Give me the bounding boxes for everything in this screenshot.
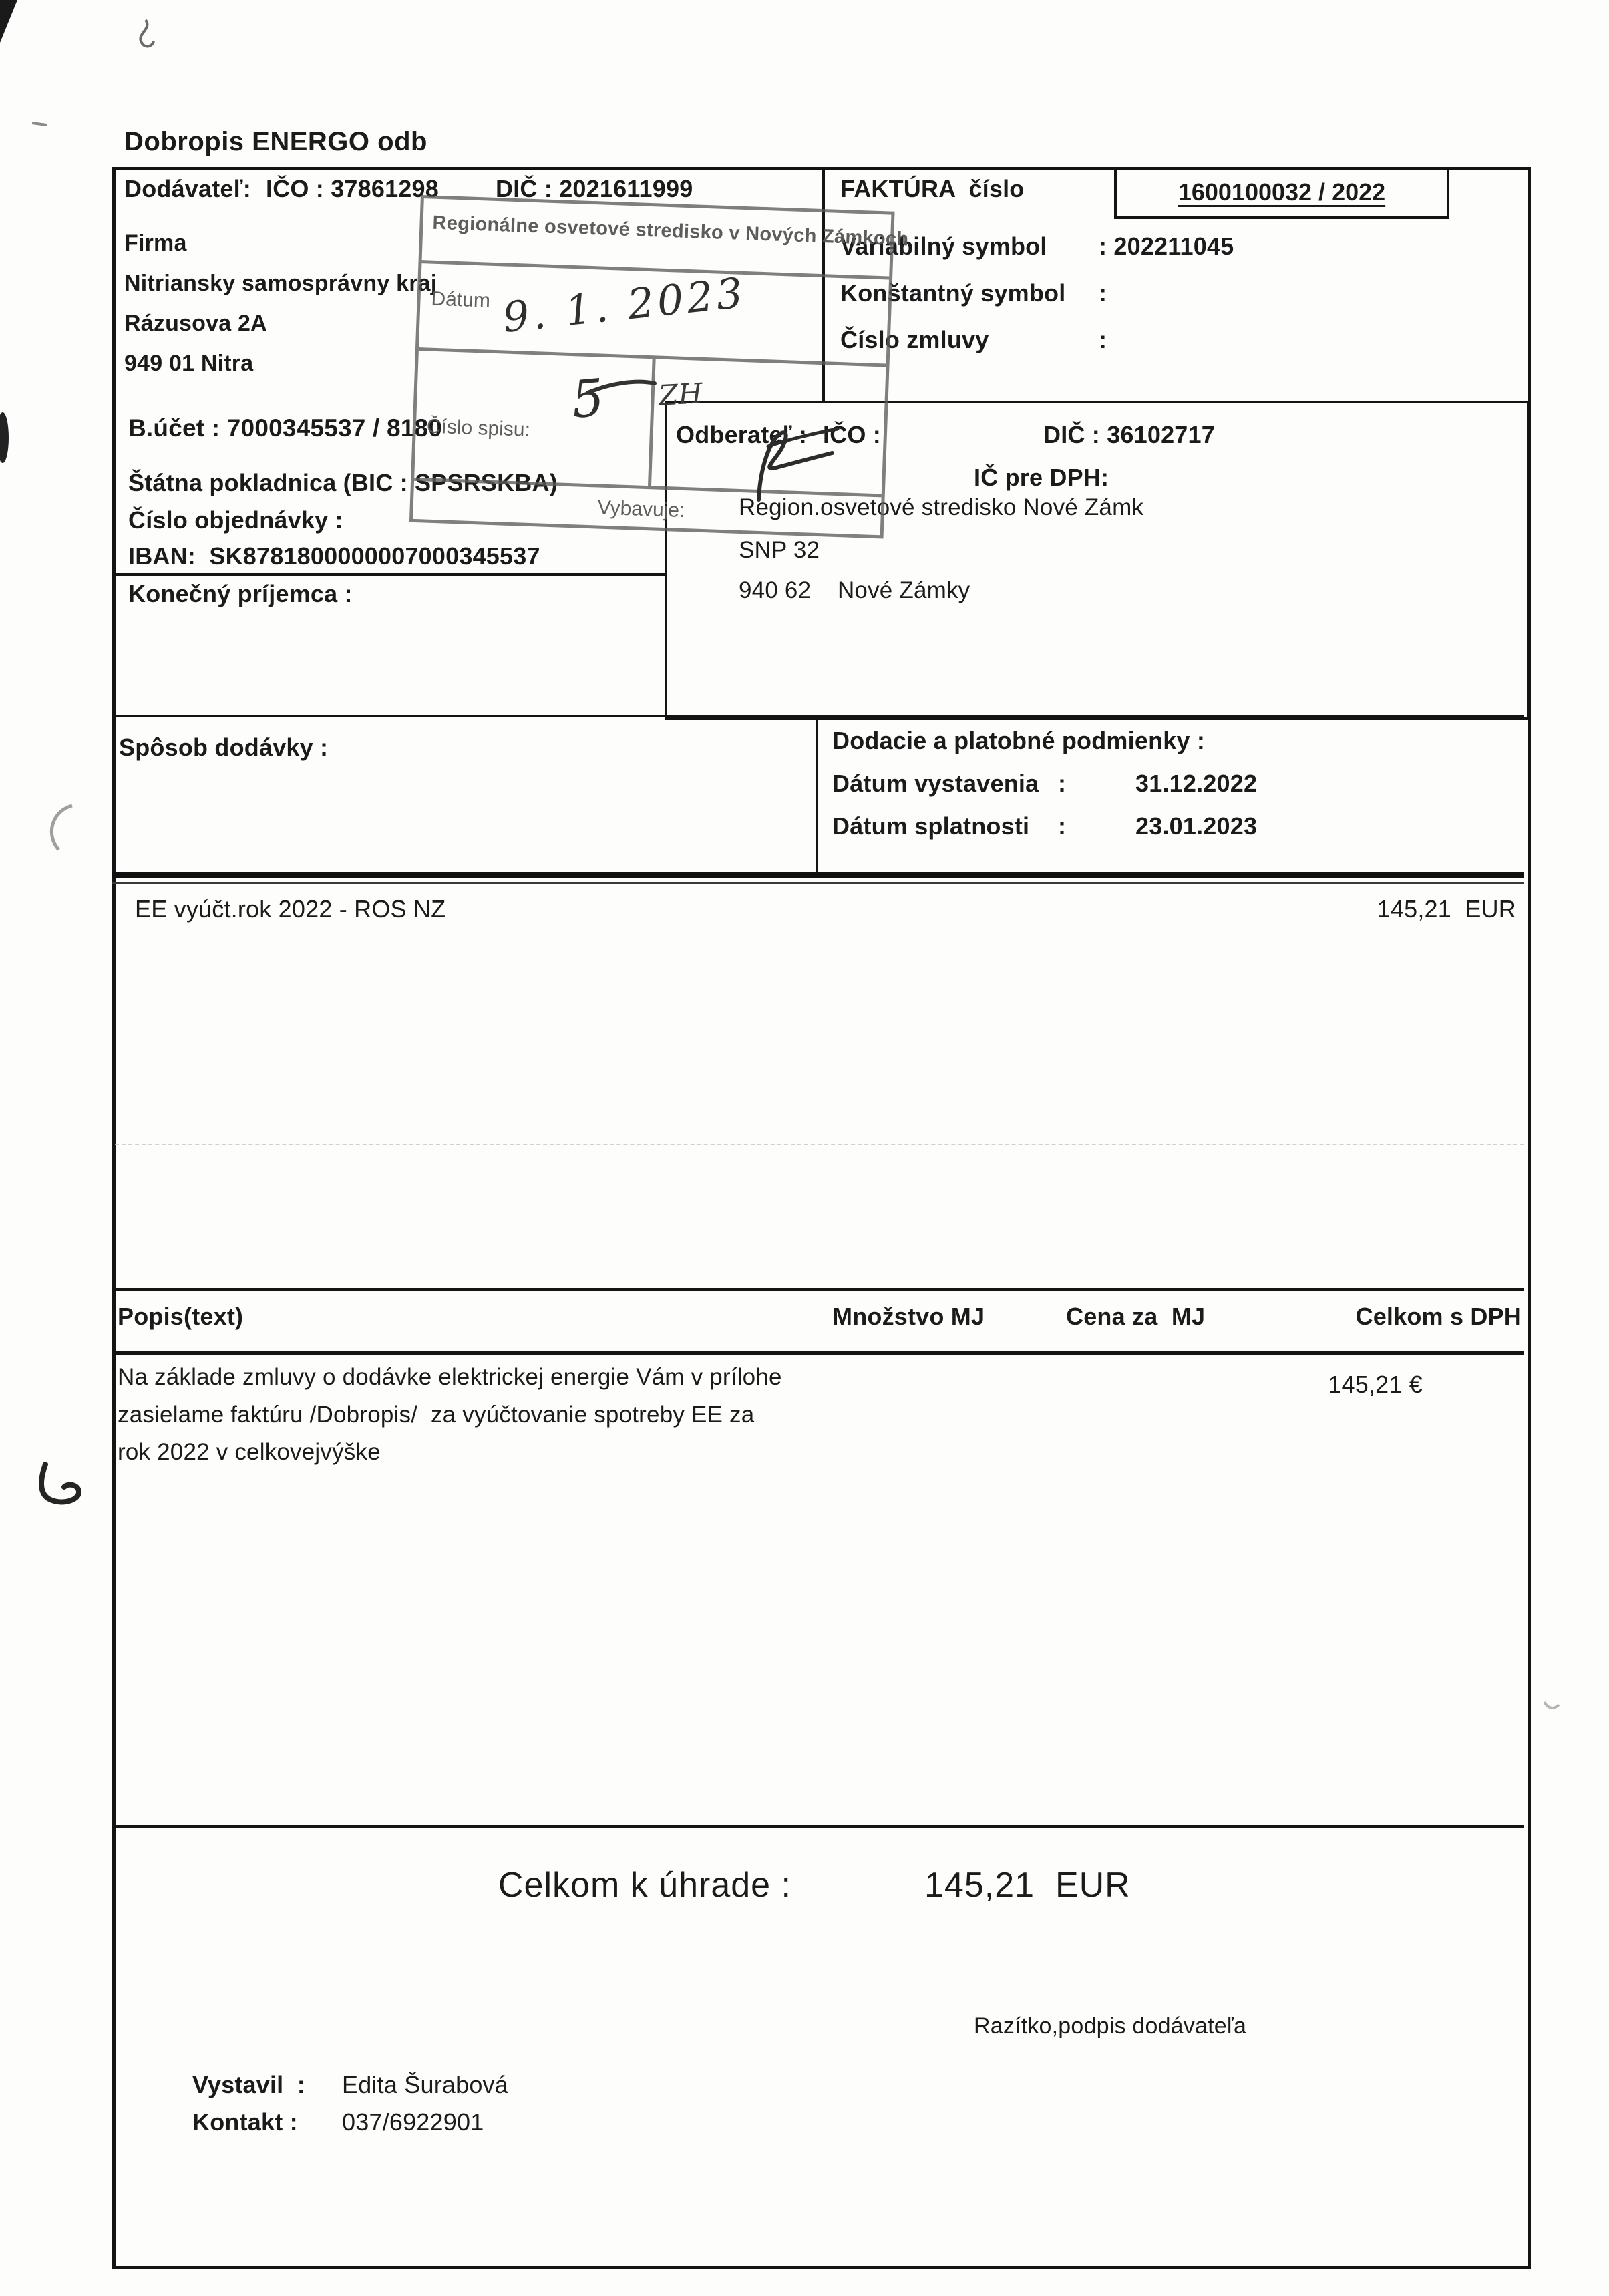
faint-fold-line — [115, 1144, 1524, 1145]
faint-arc-mark — [51, 806, 72, 850]
issue-date-label: Dátum vystavenia — [832, 770, 1039, 797]
customer-ico-label: IČO : — [823, 421, 881, 448]
bank-account: B.účet : 7000345537 / 8180 — [128, 414, 443, 442]
issue-date-colon: : — [1058, 770, 1067, 797]
customer-street: SNP 32 — [739, 537, 820, 563]
order-number-label: Číslo objednávky : — [128, 506, 343, 534]
received-rubber-stamp — [409, 195, 909, 538]
contact-value: 037/6922901 — [342, 2108, 484, 2136]
supplier-label: Dodávateľ: — [124, 175, 251, 202]
scanner-edge-mark — [0, 0, 17, 43]
item-description-line: rok 2022 v celkovejvýške — [118, 1439, 381, 1465]
invoice-number-label: FAKTÚRA číslo — [840, 175, 1025, 202]
table-header-bottom-line — [112, 1351, 1524, 1355]
issued-by-label: Vystavil : — [192, 2071, 305, 2098]
item-description-line: zasielame faktúru /Dobropis/ za vyúčtovanie spotreby EE za — [118, 1402, 755, 1428]
total-label: Celkom k úhrade : — [498, 1866, 791, 1905]
charge-amount: 145,21 EUR — [1377, 895, 1516, 923]
column-header-quantity: Množstvo MJ — [832, 1303, 985, 1330]
faint-check-mark — [1544, 1702, 1559, 1708]
stamp-signature-label: Razítko,podpis dodávateľa — [974, 2013, 1247, 2039]
contact-label: Kontakt : — [192, 2108, 298, 2136]
variable-symbol-value: : 202211045 — [1099, 232, 1234, 260]
section-rule-thin — [112, 882, 1524, 884]
customer-vat-label: IČ pre DPH: — [974, 464, 1109, 491]
charge-description: EE vyúčt.rok 2022 - ROS NZ — [135, 895, 446, 923]
stamp-file-label: Číslo spisu: — [426, 415, 531, 441]
section-rule-thick — [112, 872, 1524, 878]
handwritten-date: 9. 1. 2023 — [500, 268, 749, 342]
supplier-dic: DIČ : 2021611999 — [496, 175, 693, 202]
constant-symbol-value: : — [1099, 279, 1107, 307]
issue-date-value: 31.12.2022 — [1135, 770, 1258, 797]
supplier-ico: IČO : 37861298 — [266, 175, 439, 202]
iban-line: IBAN: SK8781800000007000345537 — [128, 542, 540, 570]
stamp-organization: Regionálne osvetové stredisko v Nových Zámkoch — [431, 212, 909, 251]
invoice-number: 1600100032 / 2022 — [1178, 178, 1386, 206]
invoice-number-box — [1114, 167, 1449, 219]
variable-symbol-label: Variabilný symbol — [840, 232, 1047, 260]
handwritten-file-number: 5 — [569, 367, 607, 430]
small-dash-mark — [32, 123, 47, 125]
stamp-handler-label: Vybavuje: — [597, 496, 685, 522]
item-total: 145,21 € — [1328, 1371, 1423, 1398]
pen-mark-left-margin — [41, 1464, 79, 1502]
stamp-date-label: Dátum — [431, 287, 491, 312]
supplier-address-line: Nitriansky samosprávny kraj — [124, 271, 437, 296]
page-title: Dobropis ENERGO odb — [124, 127, 427, 156]
stamp-inner-divider — [648, 359, 656, 486]
customer-dic: DIČ : 36102717 — [1043, 421, 1215, 448]
due-date-label: Dátum splatnosti — [832, 812, 1030, 840]
pen-squiggle-top — [140, 20, 154, 47]
total-amount: 145,21 EUR — [924, 1866, 1131, 1905]
issued-by-value: Edita Šurabová — [342, 2071, 508, 2098]
column-header-total: Celkom s DPH — [1355, 1303, 1522, 1330]
iban-underline — [112, 573, 666, 576]
terms-vertical-divider — [816, 715, 818, 875]
constant-symbol-label: Konštantný symbol — [840, 279, 1066, 307]
edge-blob — [0, 412, 9, 463]
handwritten-note: ZH — [657, 377, 704, 412]
terms-heading: Dodacie a platobné podmienky : — [832, 727, 1206, 754]
treasury-line: Štátna pokladnica (BIC : SPSRSKBA) — [128, 469, 558, 496]
due-date-value: 23.01.2023 — [1135, 812, 1258, 840]
column-header-description: Popis(text) — [118, 1303, 244, 1330]
contract-number-label: Číslo zmluvy — [840, 326, 989, 353]
supplier-address-line: Firma — [124, 230, 187, 256]
customer-name: Region.osvetové stredisko Nové Zámk — [739, 494, 1144, 520]
customer-label: Odberateľ : — [676, 421, 808, 448]
column-header-unit-price: Cena za MJ — [1066, 1303, 1206, 1330]
contract-number-value: : — [1099, 326, 1107, 353]
item-description-line: Na základe zmluvy o dodávke elektrickej energie Vám v prílohe — [118, 1364, 782, 1390]
table-header-top-line — [112, 1288, 1524, 1291]
delivery-method-label: Spôsob dodávky : — [119, 733, 329, 761]
final-recipient-label: Konečný príjemca : — [128, 580, 353, 607]
due-date-colon: : — [1058, 812, 1067, 840]
supplier-address-line: Rázusova 2A — [124, 311, 267, 336]
customer-city: 940 62 Nové Zámky — [739, 577, 970, 603]
supplier-address-line: 949 01 Nitra — [124, 351, 254, 376]
total-section-line — [112, 1825, 1524, 1828]
stamp-file-row — [414, 351, 886, 497]
